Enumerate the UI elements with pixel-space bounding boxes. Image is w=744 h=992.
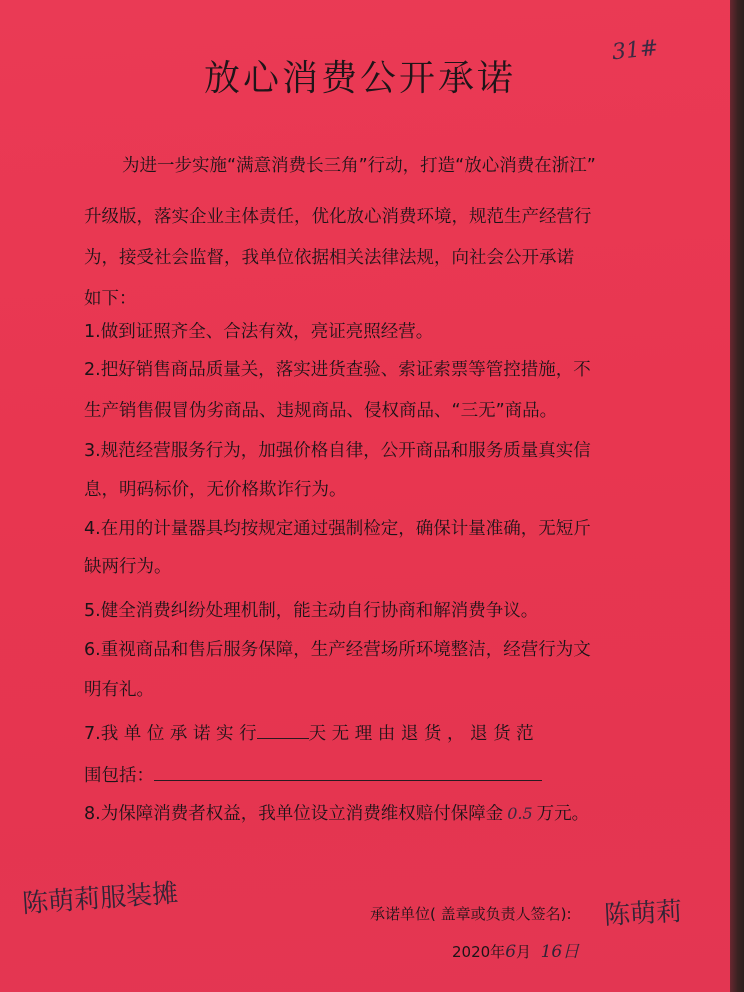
item8-text-start: 8.为保障消费者权益，我单位设立消费维权赔付保障金 xyxy=(84,804,504,824)
commitment-item: 4.在用的计量器具均按规定通过强制检定，确保计量准确，无短斤 xyxy=(84,519,591,539)
handwritten-day: 16日 xyxy=(540,942,580,962)
handwritten-stall-name: 陈萌莉服装摊 xyxy=(21,878,180,920)
return-days-blank xyxy=(257,722,309,739)
signature-label: 承诺单位( 盖章或负责人签名): xyxy=(370,905,572,923)
item7-scope-label: 围包括： xyxy=(84,766,154,786)
handwritten-month: 6 xyxy=(505,942,517,962)
commitment-item: 生产销售假冒伪劣商品、违规商品、侵权商品、“三无”商品。 xyxy=(84,401,558,421)
handwritten-signature: 陈萌莉 xyxy=(603,896,683,932)
handwritten-deposit-amount: 0.5 xyxy=(507,804,533,823)
commitment-item-8 xyxy=(84,800,589,825)
commitment-item: 缺两行为。 xyxy=(84,557,172,577)
item7-text-end: 天 无 理 由 退 货 ， 退 货 范 xyxy=(308,724,534,744)
commitment-item: 6.重视商品和售后服务保障，生产经营场所环境整洁，经营行为文 xyxy=(84,640,591,660)
commitment-item: 息，明码标价，无价格欺诈行为。 xyxy=(84,480,347,500)
commitment-item: 明有礼。 xyxy=(84,680,154,700)
intro-line: 为进一步实施“满意消费长三角”行动，打造“放心消费在浙江” xyxy=(122,156,596,176)
intro-line: 为，接受社会监督，我单位依据相关法律法规，向社会公开承诺 xyxy=(84,248,574,268)
commitment-item-7 xyxy=(84,720,534,745)
item8-text-end: 万元。 xyxy=(536,804,590,824)
signing-date xyxy=(452,937,579,962)
commitment-item: 1.做到证照齐全、合法有效，亮证亮照经营。 xyxy=(84,322,434,342)
date-year: 2020年 xyxy=(452,943,506,961)
page-edge-shadow xyxy=(730,0,744,992)
item7-text-start: 7.我 单 位 承 诺 实 行 xyxy=(84,724,257,744)
return-scope-blank xyxy=(154,764,542,781)
document-title: 放心消费公开承诺 xyxy=(203,58,516,99)
commitment-item: 3.规范经营服务行为，加强价格自律，公开商品和服务质量真实信 xyxy=(84,441,591,461)
commitment-item: 5.健全消费纠纷处理机制，能主动自行协商和解消费争议。 xyxy=(84,601,539,621)
date-month-unit: 月 xyxy=(516,943,532,961)
handwritten-corner-number: 31# xyxy=(610,35,660,66)
intro-line: 升级版，落实企业主体责任，优化放心消费环境，规范生产经营行 xyxy=(84,207,592,227)
commitment-item: 2.把好销售商品质量关，落实进货查验、索证索票等管控措施，不 xyxy=(84,360,591,380)
intro-line: 如下： xyxy=(84,289,137,309)
commitment-item-7-scope xyxy=(84,762,542,787)
